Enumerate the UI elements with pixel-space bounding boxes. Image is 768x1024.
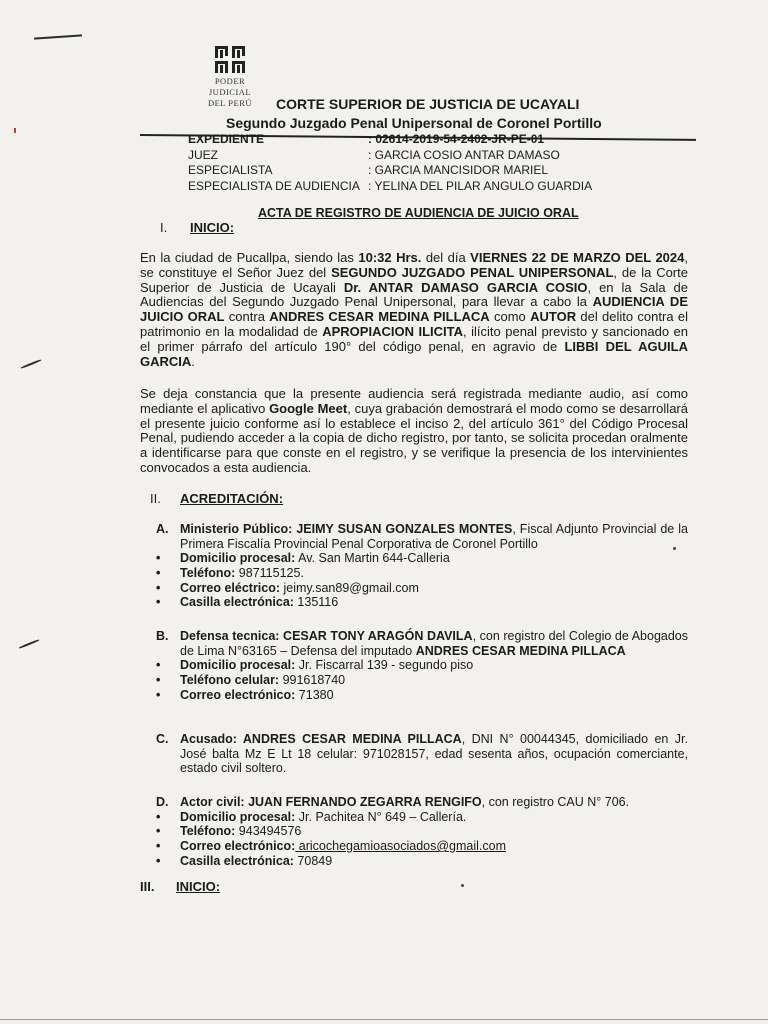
party-name: ANDRES CESAR MEDINA PILLACA	[415, 643, 626, 658]
party-prosecutor	[156, 522, 688, 610]
party-accused	[156, 732, 688, 776]
bullet: •	[156, 565, 161, 580]
party-details	[156, 551, 688, 610]
meta-row	[188, 132, 592, 148]
detail-key: Correo eléctrico:	[180, 580, 281, 595]
detail-value: 987115125.	[235, 565, 304, 580]
party-head	[156, 522, 688, 551]
bullet: •	[156, 853, 161, 868]
detail-key: Teléfono celular:	[180, 672, 280, 687]
scan-mark	[20, 359, 41, 369]
text-bold: LIBBI DEL AGUILA GARCIA	[140, 338, 688, 369]
recording-paragraph	[140, 387, 688, 476]
detail-value: 991618740	[279, 672, 346, 687]
party-desc: , DNI N° 00044345, domiciliado en Jr. José balta Mz E Lt 18 celular: 971028157, edad sesenta años, ocupación comerciante, estado civil soltero.	[180, 732, 688, 775]
section-heading	[140, 879, 220, 894]
text: , ilícito penal previsto y sancionado en el primer párrafo del artículo 190° del código penal, en agravio de	[140, 323, 689, 354]
bullet: •	[156, 824, 161, 839]
scan-mark	[0, 1019, 768, 1020]
party-defense	[156, 629, 688, 702]
section-label: ACREDITACIÓN:	[180, 491, 284, 506]
text: , cuya grabación demostrará el modo como se desarrollará el presente juicio conforme así lo establece el inciso 2, del artículo 361° del Código Procesal Penal, pudiendo acceder a la copia de dicho registro, por tanto, se solicita procedan oralmente a identificarse para que conste en el registro, y se verifique la presencia de los intervinientes convocados a esta audiencia.	[140, 400, 688, 475]
text: , en la Sala de Audiencias del Segundo Juzgado Penal Unipersonal, para llevar a cabo la	[140, 279, 688, 310]
case-metadata	[188, 132, 592, 194]
list-item	[156, 673, 688, 688]
bullet: •	[156, 580, 161, 595]
list-item	[156, 854, 688, 869]
section-number: III.	[140, 879, 155, 894]
detail-key: Domicilio procesal:	[180, 551, 296, 565]
list-item	[156, 824, 688, 839]
party-civil-actor	[156, 795, 688, 869]
party-name: ANDRES CESAR MEDINA PILLACA	[236, 732, 462, 746]
list-item	[156, 595, 688, 610]
party-text	[180, 629, 688, 658]
party-text	[180, 522, 688, 551]
party-head	[156, 629, 688, 658]
party-letter: B.	[156, 629, 169, 643]
meta-label: JUEZ	[188, 147, 218, 162]
list-item	[156, 658, 688, 673]
party-name: JEIMY SUSAN GONZALES MONTES	[292, 522, 513, 536]
list-item	[156, 688, 688, 703]
meta-value: : 02614-2019-54-2402-JR-PE-01	[368, 132, 545, 146]
party-head	[156, 732, 688, 776]
juzgado-title: Segundo Juzgado Penal Unipersonal de Coronel Portillo	[226, 115, 602, 131]
text-bold: Dr. ANTAR DAMASO GARCIA COSIO	[343, 279, 588, 295]
text: , se constituye el Señor Juez del	[140, 250, 688, 280]
section-number: II.	[150, 491, 161, 506]
text: del delito contra el patrimonio en la modalidad de	[140, 309, 688, 339]
detail-key: Teléfono:	[180, 824, 236, 839]
list-item	[156, 839, 688, 854]
text: como	[489, 309, 531, 325]
party-role: Acusado:	[180, 732, 237, 746]
scan-mark	[34, 34, 82, 39]
judiciary-emblem-icon	[213, 44, 247, 76]
section-label: INICIO:	[190, 220, 235, 235]
section-heading	[160, 220, 234, 235]
text: , de la Corte Superior de Justicia de Ucayali	[140, 264, 688, 295]
list-item	[156, 551, 688, 566]
party-role: Ministerio Público:	[180, 522, 293, 536]
scan-mark	[14, 128, 16, 133]
detail-value: jeimy.san89@gmail.com	[280, 580, 419, 595]
meta-label: ESPECIALISTA DE AUDIENCIA	[188, 178, 360, 193]
acta-title: ACTA DE REGISTRO DE AUDIENCIA DE JUICIO ORAL	[258, 206, 579, 220]
detail-key: Correo electrónico:	[180, 839, 296, 854]
party-letter: D.	[156, 795, 169, 809]
party-desc: , Fiscal Adjunto Provincial de la Primera Fiscalía Provincial Penal Corporativa de Coronel Portillo	[180, 522, 688, 551]
meta-label: EXPEDIENTE	[188, 132, 265, 146]
detail-value: 71380	[295, 687, 334, 702]
party-name: JUAN FERNANDO ZEGARRA RENGIFO	[244, 795, 482, 809]
section-label: INICIO:	[176, 879, 221, 894]
bullet: •	[156, 658, 161, 672]
party-desc: , con registro CAU N° 706.	[481, 795, 630, 809]
party-text	[180, 795, 629, 810]
meta-value: : YELINA DEL PILAR ANGULO GUARDIA	[368, 178, 593, 193]
text-bold: APROPIACION ILICITA	[322, 323, 463, 339]
bullet: •	[156, 809, 161, 824]
text: En la ciudad de Pucallpa, siendo las	[140, 250, 359, 265]
text-bold: AUTOR	[530, 309, 577, 325]
text-bold: VIERNES 22 DE MARZO DEL 2024	[470, 250, 685, 265]
text: Se deja constancia que la presente audiencia será registrada mediante audio, así como mediante el aplicativo	[140, 386, 688, 416]
intro-paragraph	[140, 251, 688, 369]
court-title: CORTE SUPERIOR DE JUSTICIA DE UCAYALI	[276, 96, 580, 112]
detail-value: 70849	[293, 853, 333, 868]
party-letter: A.	[156, 522, 169, 536]
meta-row	[188, 179, 592, 195]
logo-text-1: PODER JUDICIAL	[208, 76, 252, 97]
list-item	[156, 810, 688, 825]
detail-value: Av. San Martin 644-Calleria	[295, 551, 450, 565]
text-bold: AUDIENCIA DE JUICIO ORAL	[140, 294, 688, 325]
text-bold: 10:32 Hrs.	[358, 250, 422, 265]
list-item	[156, 581, 688, 596]
party-role: Actor civil:	[180, 795, 245, 809]
detail-value: 135116	[293, 595, 339, 610]
bullet: •	[156, 595, 161, 610]
meta-row	[188, 148, 592, 164]
party-letter: C.	[156, 732, 169, 746]
bullet: •	[156, 687, 161, 702]
party-desc: , con registro del Colegio de Abogados de Lima N°63165 – Defensa del imputado	[180, 629, 688, 658]
detail-value: 943494576	[235, 824, 302, 839]
text-bold: Google Meet	[269, 400, 348, 416]
bullet: •	[156, 551, 161, 565]
party-details	[156, 810, 688, 869]
text: .	[191, 353, 195, 369]
detail-key: Domicilio procesal:	[180, 658, 296, 672]
scan-speck	[673, 547, 676, 550]
email-link[interactable]: aricochegamioasociados@gmail.com	[295, 839, 507, 854]
list-item	[156, 566, 688, 581]
section-number: I.	[160, 220, 168, 235]
meta-value: : GARCIA MANCISIDOR MARIEL	[368, 163, 549, 177]
text-bold: ANDRES CESAR MEDINA PILLACA	[269, 309, 490, 325]
detail-value: Jr. Fiscarral 139 - segundo piso	[295, 658, 474, 672]
party-details	[156, 658, 688, 702]
section-heading	[150, 491, 283, 506]
judiciary-logo	[200, 44, 260, 109]
party-role: Defensa tecnica:	[180, 629, 280, 643]
party-head	[156, 795, 688, 810]
meta-value: : GARCIA COSIO ANTAR DAMASO	[368, 147, 560, 162]
bullet: •	[156, 672, 161, 687]
detail-value: Jr. Pachitea N° 649 – Callería.	[295, 809, 467, 824]
text: del día	[421, 250, 471, 265]
detail-key: Casilla electrónica:	[180, 853, 294, 868]
meta-row	[188, 163, 592, 179]
detail-key: Teléfono:	[180, 565, 236, 580]
party-text	[180, 732, 688, 776]
bullet: •	[156, 839, 161, 854]
detail-key: Domicilio procesal:	[180, 809, 296, 824]
detail-key: Correo electrónico:	[180, 687, 296, 702]
detail-key: Casilla electrónica:	[180, 595, 294, 610]
party-name: CESAR TONY ARAGÓN DAVILA	[279, 629, 473, 643]
meta-label: ESPECIALISTA	[188, 163, 273, 177]
text-bold: SEGUNDO JUZGADO PENAL UNIPERSONAL	[331, 264, 614, 280]
text: contra	[224, 309, 270, 325]
scan-mark	[18, 639, 39, 649]
scan-speck	[461, 884, 464, 887]
logo-text-2: DEL PERÚ	[207, 98, 253, 108]
